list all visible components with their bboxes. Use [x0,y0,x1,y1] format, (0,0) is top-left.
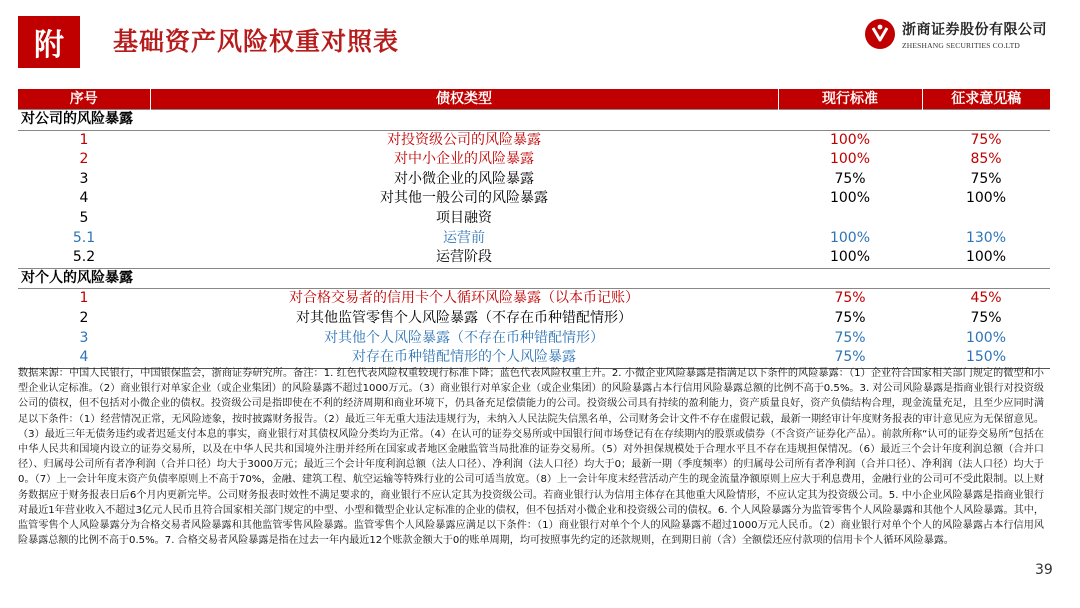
cell-draft: 85% [970,151,1002,168]
table-row [18,229,1050,249]
cell-draft: 75% [970,131,1002,148]
cell-current: 75% [778,348,922,368]
cell-current: 100% [829,229,871,246]
logo-name-cn: 浙商证券股份有限公司 [902,21,1047,38]
table-row [18,248,1050,268]
section-row [18,110,1050,131]
cell-draft: 100% [965,249,1007,266]
table-row [18,170,1050,190]
table-row [18,209,1050,229]
cell-draft: 150% [922,348,1050,368]
page-number: 39 [1035,562,1053,578]
cell-type: 对小微企业的风险暴露 [394,170,534,187]
cell-seq: 3 [79,170,89,187]
cell-type: 对存在币种错配情形的个人风险暴露 [150,348,778,368]
company-logo [864,18,1047,50]
table-row [18,329,1050,349]
section-title: 对个人的风险暴露 [18,268,1050,289]
table-row [18,309,1050,329]
cell-seq: 5 [79,209,89,226]
header-seq: 序号 [18,89,150,110]
header-current: 现行标准 [778,89,922,110]
cell-current: 100% [829,190,871,207]
table-row [18,189,1050,209]
section-title: 对公司的风险暴露 [18,110,1050,131]
cell-type: 对中小企业的风险暴露 [394,151,534,168]
cell-current: 100% [829,151,871,168]
cell-current: 100% [829,249,871,266]
cell-type: 项目融资 [436,209,492,226]
cell-current: 75% [834,170,866,187]
zheshang-logo-icon [864,18,896,50]
table-row [18,130,1050,150]
cell-draft [922,209,1050,229]
cell-seq: 5.1 [72,229,96,246]
table-row [18,289,1050,309]
cell-type: 运营前 [443,229,485,246]
cell-draft: 130% [965,229,1007,246]
cell-type: 对投资级公司的风险暴露 [387,131,541,148]
cell-seq: 1 [79,290,89,307]
cell-type: 对其他一般公司的风险暴露 [380,190,548,207]
cell-type: 运营阶段 [436,249,492,266]
cell-draft: 75% [970,309,1002,326]
cell-seq: 4 [79,190,89,207]
cell-seq: 2 [79,309,89,326]
cell-seq: 5.2 [72,249,96,266]
table-row [18,150,1050,170]
cell-draft: 45% [970,290,1002,307]
footnotes: 数据来源：中国人民银行，中国银保监会，浙商证券研究所。备注：1. 红色代表风险权重较现行标准下降；蓝色代表风险权重上升。2. 小微企业风险暴露是指满足以下条件的风险暴露：（1）企业符合国家相关部门规定的微型和小型企业认定标准。（2）商业银行对单家企业（或企业集团）的风险暴露不超过1000万元。（3）商业银行对单家企业（或企业集团）的风险暴露占本行信用风险暴露总额的比例不高于0.5%。3. 对公司风险暴露是指商业银行对投资级公司的债权，但不包括对小微企业的债权。投资级公司是指即使在不利的经济周期和商业环境下，仍具备充足偿债能力的公司。投资级公司具有持续的盈利能力，资产质量良好，资产负债结构合理，现金流量充足，且至少应同时满足以下条件：（1）经营情况正常，无风险迹象，按时披露财务报告。（2）最近三年无重大违法违规行为，未纳入人民法院失信黑名单，公司财务会计文件不存在虚假记载，最新一期经审计年度财务报表的审计意见应为无保留意见。（3）最近三年无债务违约或者迟延支付本息的事实，商业银行对其债权风险分类均为正常。（4）在认可的证券交易所或中国银行间市场登记有在存续期内的股票或债券（不含资产证券化产品）。前款所称“认可的证券交易所”包括在中华人民共和国境内设立的证券交易所，以及在中华人民共和国境外注册并经所在国家或者地区金融监管当局批准的证券交易所。（5）对外担保规模处于合理水平且不存在违规担保情况。（6）最近三个会计年度利润总额（合并口径）、归属母公司所有者净利润（合并口径）均大于3000万元；最近三个会计年度利润总额（法人口径）、净利润（法人口径）均大于0；最新一期（季度频率）的归属母公司所有者净利润（合并口径）、净利润（法人口径）均大于0。（7）上一会计年度末资产负债率原则上不高于70%，金融、建筑工程、航空运输等特殊行业的公司可适当放宽。（8）上一会计年度末经营活动产生的现金流量净额原则上应大于利息费用，金融行业的公司可不受此限制。以上财务数据应于财务报表日后6个月内更新完毕。公司财务报表时效性不满足要求的，商业银行不应认定其为投资级公司。若商业银行认为信用主体存在其他重大风险情形，不应认定其为投资级公司。5. 中小企业风险暴露是指商业银行对最近1年营业收入不超过3亿元人民币且符合国家相关部门规定的中型、小型和微型企业认定标准的企业的债权，但不包括对小微企业和投资级公司的债权。6. 个人风险暴露分为监管零售个人风险暴露和其他个人风险暴露。其中，监管零售个人风险暴露分为合格交易者风险暴露和其他监管零售风险暴露。监管零售个人风险暴露应满足以下条件：（1）商业银行对单个个人的风险暴露不超过1000万元人民币。（2）商业银行对单个个人的风险暴露占本行信用风险暴露总额的比例不高于0.5%。7. 合格交易者风险暴露是指在过去一年内最近12个账款金额大于0的账单周期，均可按照事先约定的还款规则，在到期日前（含）全额偿还应付款项的信用卡个人循环风险暴露。 [18,368,1044,547]
table-body [18,110,1050,369]
cell-type: 对合格交易者的信用卡个人循环风险暴露（以本币记账） [289,290,639,307]
header-draft: 征求意见稿 [922,89,1050,110]
cell-current: 75% [834,309,866,326]
cell-current: 100% [829,131,871,148]
table-header-row [18,89,1050,110]
cell-draft: 75% [970,170,1002,187]
logo-name-en: ZHESHANG SECURITIES CO.LTD [902,40,1021,50]
cell-seq: 2 [79,151,89,168]
cell-seq: 4 [18,348,150,368]
header-type: 债权类型 [150,89,778,110]
appendix-tag: 附 [18,16,80,68]
cell-draft: 100% [965,329,1007,346]
cell-current: 75% [834,290,866,307]
risk-weight-table [18,89,1050,369]
cell-draft: 100% [965,190,1007,207]
cell-current: 75% [834,329,866,346]
cell-seq: 3 [79,329,89,346]
section-row [18,268,1050,289]
cell-current [778,209,922,229]
cell-type: 对其他监管零售个人风险暴露（不存在币种错配情形） [296,309,632,326]
cell-seq: 1 [79,131,89,148]
cell-type: 对其他个人风险暴露（不存在币种错配情形） [324,329,604,346]
page-title: 基础资产风险权重对照表 [113,27,400,56]
